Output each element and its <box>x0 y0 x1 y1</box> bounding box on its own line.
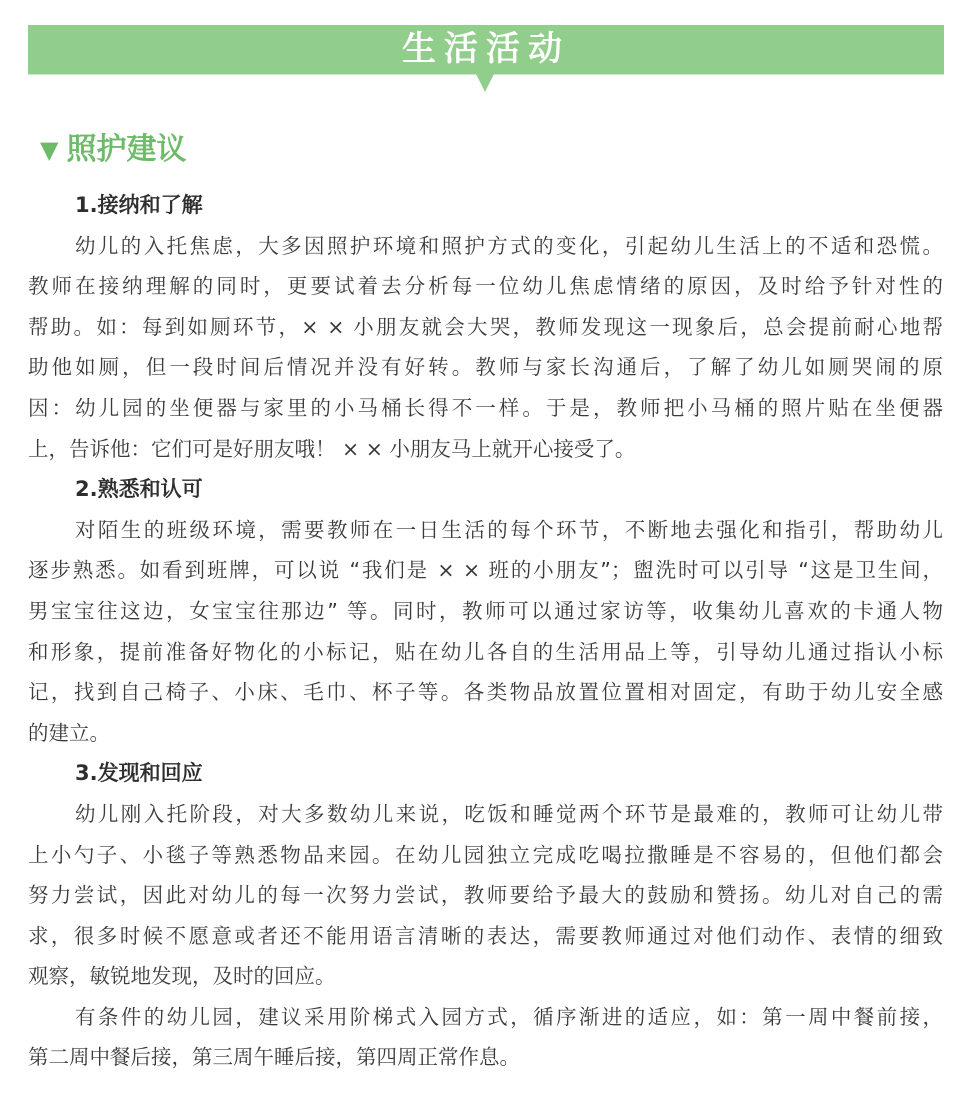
paragraph-line: 求，很多时候不愿意或者还不能用语言清晰的表达，需要教师通过对他们动作、表情的细致 <box>28 923 943 948</box>
paragraph-line: 因：幼儿园的坐便器与家里的小马桶长得不一样。于是，教师把小马桶的照片贴在坐便器 <box>28 395 943 420</box>
banner-pointer <box>476 74 494 92</box>
paragraph-line: 有条件的幼儿园，建议采用阶梯式入园方式，循序渐进的适应，如：第一周中餐前接， <box>75 1004 943 1029</box>
paragraph-line: 逐步熟悉。如看到班牌，可以说 “我们是 × × 班的小朋友”；盥洗时可以引导 “这是卫生间， <box>28 558 943 583</box>
paragraph-line: 幼儿的入托焦虑，大多因照护环境和照护方式的变化，引起幼儿生活上的不适和恐慌。 <box>75 233 943 258</box>
paragraph-line: 记，找到自己椅子、小床、毛巾、杯子等。各类物品放置位置相对固定，有助于幼儿安全感 <box>28 680 943 705</box>
subsection-heading: 1.接纳和了解 <box>75 193 203 217</box>
subsection-heading: 2.熟悉和认可 <box>75 477 203 502</box>
paragraph-line: 的建立。 <box>28 720 110 745</box>
paragraph-line: 上，告诉他：它们可是好朋友哦！ × × 小朋友马上就开心接受了。 <box>28 436 636 461</box>
paragraph-line: 对陌生的班级环境，需要教师在一日生活的每个环节，不断地去强化和指引，帮助幼儿 <box>75 517 943 542</box>
section-banner <box>28 25 944 75</box>
subsection-heading: 3.发现和回应 <box>75 761 203 786</box>
article-body <box>28 185 943 1078</box>
section-heading <box>40 130 186 170</box>
section-title: 照护建议 <box>66 132 187 167</box>
banner-title: 生活活动 <box>402 29 570 69</box>
paragraph-line: 观察，敏锐地发现，及时的回应。 <box>28 964 336 989</box>
paragraph-line: 帮助。如：每到如厕环节，× × 小朋友就会大哭，教师发现这一现象后，总会提前耐心地帮 <box>28 314 943 339</box>
paragraph-line: 努力尝试，因此对幼儿的每一次努力尝试，教师要给予最大的鼓励和赞扬。幼儿对自己的需 <box>28 883 943 908</box>
triangle-down-icon: ▼ <box>40 136 59 164</box>
paragraph-line: 和形象，提前准备好物化的小标记，贴在幼儿各自的生活用品上等，引导幼儿通过指认小标 <box>28 639 943 664</box>
paragraph-line: 第二周中餐后接，第三周午睡后接，第四周正常作息。 <box>28 1045 520 1070</box>
paragraph-line: 上小勺子、小毯子等熟悉物品来园。在幼儿园独立完成吃喝拉撒睡是不容易的，但他们都会 <box>28 842 943 867</box>
paragraph-line: 教师在接纳理解的同时，更要试着去分析每一位幼儿焦虑情绪的原因，及时给予针对性的 <box>28 274 943 299</box>
paragraph-line: 男宝宝往这边，女宝宝往那边” 等。同时，教师可以通过家访等，收集幼儿喜欢的卡通人物 <box>28 598 943 623</box>
paragraph-line: 幼儿刚入托阶段，对大多数幼儿来说，吃饭和睡觉两个环节是最难的，教师可让幼儿带 <box>75 801 943 826</box>
paragraph-line: 助他如厕，但一段时间后情况并没有好转。教师与家长沟通后，了解了幼儿如厕哭闹的原 <box>28 355 943 380</box>
